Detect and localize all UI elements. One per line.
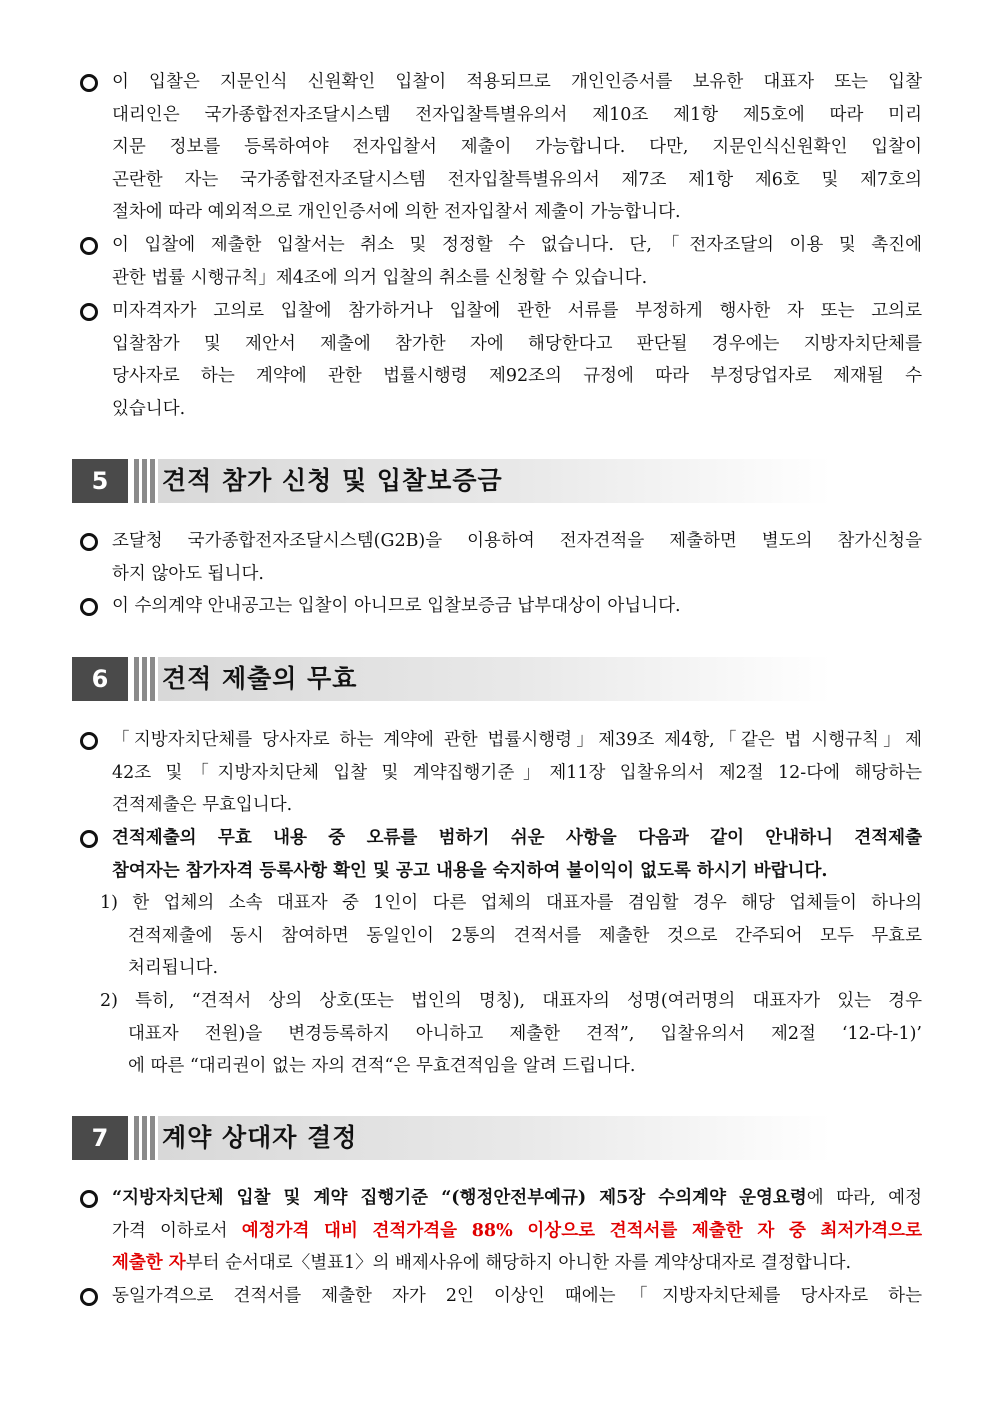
section-5-paragraph-2 [80,590,922,623]
header-stripe [142,459,147,503]
text-line: 미자격자가 고의로 입찰에 참가하거나 입찰에 관한 서류를 부정하게 행사한 자 또는 고의로 [112,301,922,321]
header-stripe [134,657,139,701]
text-line: 견적제출은 무효입니다. [112,795,293,815]
section-6-paragraph-2 [80,822,922,887]
text-line: 이 입찰에 제출한 입찰서는 취소 및 정정할 수 없습니다. 단,「전자조달의 이용 및 촉진에 [112,235,922,255]
header-stripe [134,1116,139,1160]
section-number: 5 [72,459,128,503]
section-7-paragraph-1 [80,1182,922,1280]
text-line: 관한 법률 시행규칙」제4조에 의거 입찰의 취소를 신청할 수 있습니다. [112,267,648,288]
header-stripe [142,657,147,701]
section-5-paragraph-1 [80,525,922,590]
section-6-header [72,657,832,701]
header-stripe [150,459,155,503]
header-stripe [142,1116,147,1160]
text-line: 에 따른 “대리권이 없는 자의 견적“은 무효견적임을 알려 드립니다. [128,1056,636,1076]
section-6-item-1 [100,887,922,985]
section-6-item-2 [100,985,922,1083]
text-line: 견적제출에 동시 참여하면 동일인이 2통의 견적서를 제출한 것으로 간주되어 모두 무효로 [128,925,922,946]
section-6-paragraph-1 [80,724,922,822]
highlight-text: 예정가격 대비 견적가격을 88% 이상으로 견적서를 제출한 자 중 최저가격으로 [241,1220,922,1241]
text-line [80,1247,922,1280]
text-line: 지문 정보를 등록하여야 전자입찰서 제출이 가능합니다. 다만, 지문인식신원확인 입찰이 [112,137,922,157]
text-line: 절차에 따라 예외적으로 개인인증서에 의한 전자입찰서 제출이 가능합니다. [112,202,681,222]
text-line [80,1182,922,1215]
header-stripe [150,657,155,701]
section-title: 견적 참가 신청 및 입찰보증금 [162,466,503,495]
text-line: 42조 및「지방자치단체 입찰 및 계약집행기준」제11장 입찰유의서 제2절 12-다에 해당하는 [112,762,922,783]
text-line: 처리됩니다. [128,958,219,978]
text-line: 1) 한 업체의 소속 대표자 중 1인이 다른 업체의 대표자를 겸임할 경우 해당 업체들이 하나의 [100,893,922,913]
text-line: 있습니다. [112,398,186,419]
header-stripe [150,1116,155,1160]
text-line: 2) 특히, “견적서 상의 상호(또는 법인의 명칭), 대표자의 성명(여러명의 대표자가 있는 경우 [100,991,922,1011]
text-line: 참여자는 참가자격 등록사항 확인 및 공고 내용을 숙지하여 불이익이 없도록 하시기 바랍니다. [112,860,828,881]
section-7-paragraph-2 [80,1280,922,1313]
section-title: 계약 상대자 결정 [162,1123,358,1152]
intro-paragraph-2 [80,229,922,294]
text-line: 당사자로 하는 계약에 관한 법률시행령 제92조의 규정에 따라 부정당업자로 제재될 수 [112,366,922,386]
highlight-text: 제출한 자 [112,1253,186,1273]
intro-paragraph-3 [80,295,922,425]
text-line: 조달청 국가종합전자조달시스템(G2B)을 이용하여 전자견적을 제출하면 별도의 참가신청을 [112,531,922,551]
section-7-header [72,1116,832,1160]
text-line: 대리인은 국가종합전자조달시스템 전자입찰특별유의서 제10조 제1항 제5호에 따라 미리 [112,104,922,125]
text-line: 입찰참가 및 제안서 제출에 참가한 자에 해당한다고 판단될 경우에는 지방자치단체를 [112,333,922,354]
header-stripe [134,459,139,503]
text-line: 견적제출의 무효 내용 중 오류를 범하기 쉬운 사항을 다음과 같이 안내하니 견적제출 [112,828,922,848]
bold-text: “지방자치단체 입찰 및 계약 집행기준 “(행정안전부예규) 제5장 수의계약 운영요령 [112,1188,807,1208]
plain-text: 부터 순서대로〈별표1〉의 배제사유에 해당하지 아니한 자를 계약상대자로 결정합니다. [185,1253,852,1273]
text-line: 하지 않아도 됩니다. [112,563,264,584]
text-line: 곤란한 자는 국가종합전자조달시스템 전자입찰특별유의서 제7조 제1항 제6호 및 제7호의 [112,169,922,190]
text-line: 이 입찰은 지문인식 신원확인 입찰이 적용되므로 개인인증서를 보유한 대표자 또는 입찰 [112,72,922,92]
plain-text: 가격 이하로서 [112,1220,242,1241]
text-line: 대표자 전원)을 변경등록하지 아니하고 제출한 견적”, 입찰유의서 제2절 ‘12-다-1)’ [128,1023,922,1044]
text-line: 이 수의계약 안내공고는 입찰이 아니므로 입찰보증금 납부대상이 아닙니다. [112,596,681,616]
plain-text: 에 따라, 예정 [806,1188,922,1208]
text-line: 동일가격으로 견적서를 제출한 자가 2인 이상인 때에는「지방자치단체를 당사자로 하는 [112,1286,922,1306]
section-number: 6 [72,657,128,701]
section-title: 견적 제출의 무효 [162,664,358,693]
text-line [80,1215,922,1248]
text-line: 「지방자치단체를 당사자로 하는 계약에 관한 법률시행령」제39조 제4항,「같은 법 시행규칙」제 [112,730,922,750]
section-number: 7 [72,1116,128,1160]
section-5-header [72,459,832,503]
intro-paragraph-1 [80,66,922,229]
